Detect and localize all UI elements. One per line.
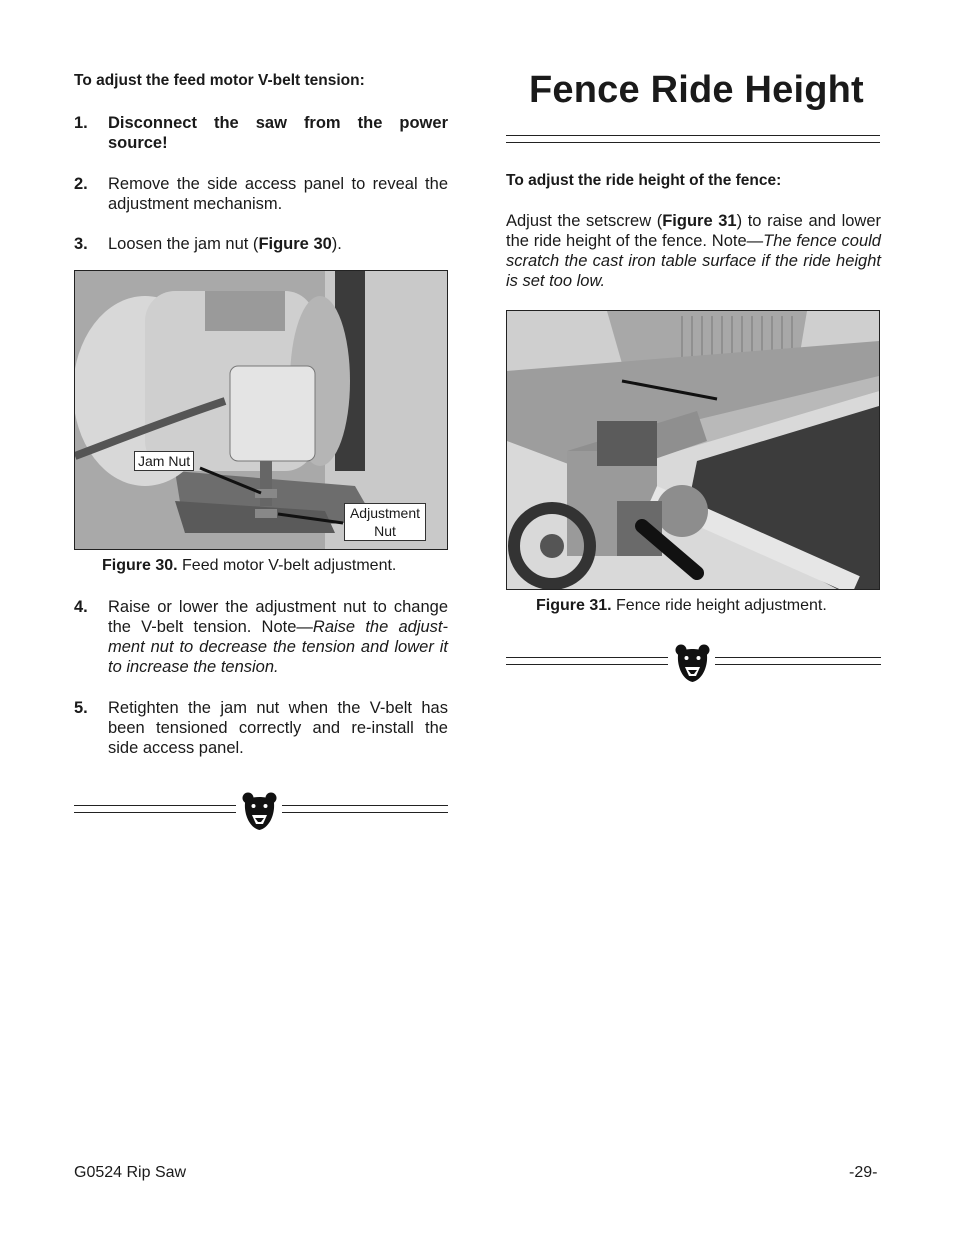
- step-text: Retighten the jam nut when the V-belt has been tensioned correctly and re-install the side access panel.: [108, 699, 448, 757]
- step-3: [74, 234, 448, 254]
- step-5: [74, 698, 448, 758]
- figure-31-caption: [536, 596, 827, 616]
- caption-text: Feed motor V-belt adjustment.: [177, 557, 397, 574]
- step-number: 3.: [74, 235, 88, 253]
- step-2: [74, 174, 448, 214]
- figure-reference: Figure 30: [258, 235, 332, 253]
- callout-line: Adjustment: [349, 505, 421, 521]
- title-rule: [506, 135, 880, 143]
- divider-rule-left: [506, 657, 668, 665]
- paragraph-text: ) to raise and lower the ride height of the fence. Note—: [506, 212, 882, 250]
- paragraph-note: The fence could scratch the cast iron table surface if the ride height is set too low.: [506, 232, 881, 290]
- step-1: [74, 113, 448, 153]
- step-text-part: ).: [331, 235, 342, 253]
- figure-30-photo: [74, 270, 448, 550]
- step-text: Disconnect the saw from the power source!: [108, 114, 448, 152]
- step-text-part: Raise or lower the adjustment nut to change the V-belt tension. Note—: [108, 598, 448, 636]
- fence-paragraph: [506, 211, 881, 291]
- fence-photo-illustration: [507, 311, 879, 589]
- callout-adjustment-nut: [344, 503, 426, 541]
- footer-model: G0524 Rip Saw: [74, 1164, 187, 1181]
- step-note: Raise the adjust-ment nut to decrease the tension and lower it to increase the tension.: [108, 618, 448, 676]
- bear-logo-icon: [674, 643, 711, 683]
- paragraph-text: Adjust the setscrew (: [506, 212, 663, 230]
- caption-label: Figure 30.: [102, 557, 178, 574]
- step-text: [108, 597, 448, 677]
- callout-jam-nut: Jam Nut: [134, 451, 194, 471]
- step-number: 5.: [74, 699, 88, 717]
- step-text: [108, 234, 448, 254]
- footer-page-number: -29-: [849, 1164, 878, 1181]
- feed-motor-heading: To adjust the feed motor V-belt tension:: [74, 72, 365, 89]
- step-number: 4.: [74, 598, 88, 616]
- bear-logo-icon: [241, 791, 278, 831]
- fence-heading: To adjust the ride height of the fence:: [506, 172, 782, 189]
- divider-rule-left: [74, 805, 236, 813]
- figure-31-photo: [506, 310, 880, 590]
- callout-line: Nut: [374, 523, 396, 539]
- step-number: 1.: [74, 114, 88, 132]
- divider-rule-right: [715, 657, 881, 665]
- step-text-part: Loosen the jam nut (: [108, 235, 259, 253]
- caption-label: Figure 31.: [536, 597, 612, 614]
- figure-reference: Figure 31: [662, 212, 737, 230]
- figure-30-caption: [102, 556, 396, 576]
- caption-text: Fence ride height adjustment.: [611, 597, 827, 614]
- page-title: Fence Ride Height: [529, 69, 864, 111]
- divider-rule-right: [282, 805, 448, 813]
- step-4: [74, 597, 448, 677]
- step-text: Remove the side access panel to reveal the adjustment mechanism.: [108, 175, 448, 213]
- step-number: 2.: [74, 175, 88, 193]
